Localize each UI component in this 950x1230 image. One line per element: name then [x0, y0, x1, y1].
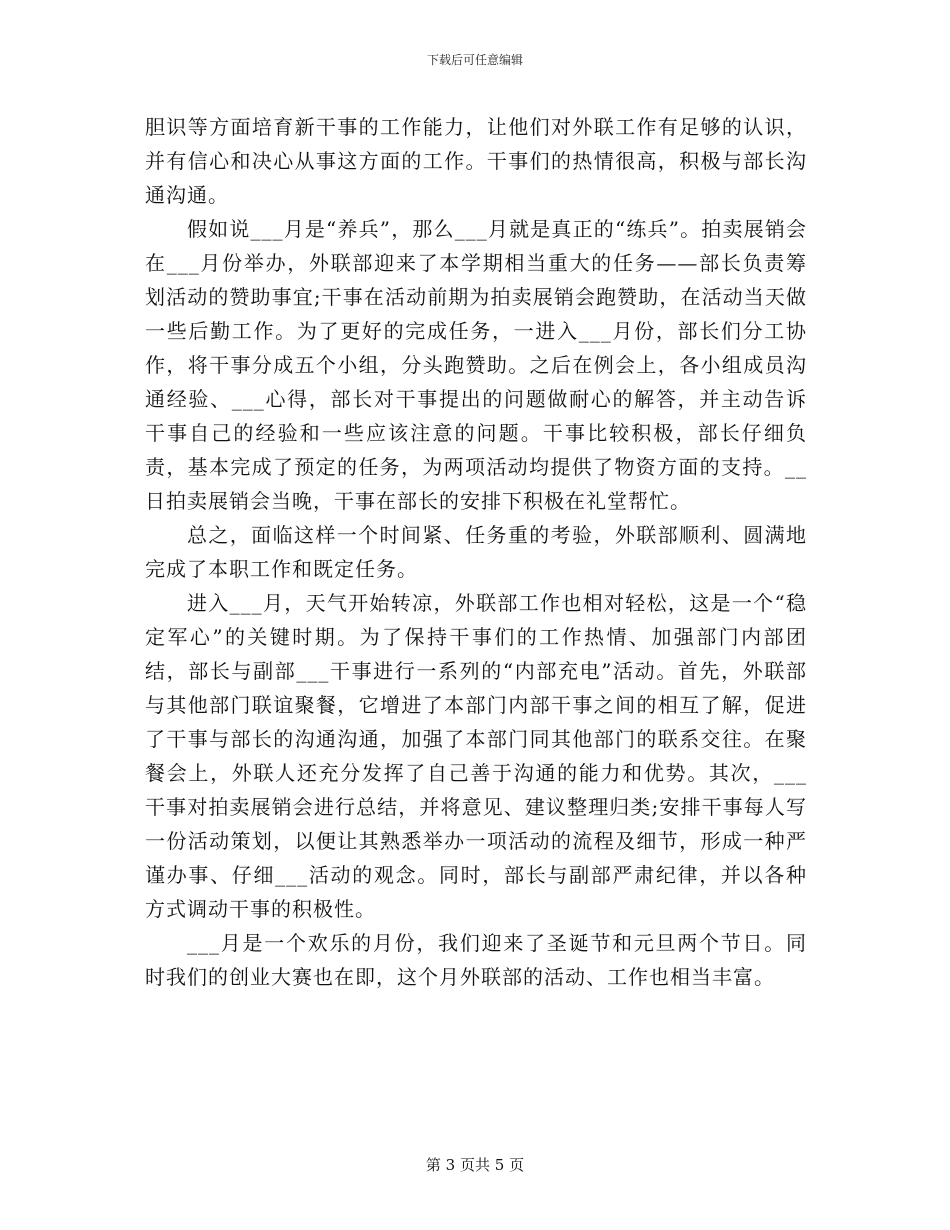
paragraph-continuation: 胆识等方面培育新干事的工作能力，让他们对外联工作有足够的认识，并有信心和决心从事这方面的工作。干事们的热情很高，积极与部长沟通沟通。 [145, 115, 807, 207]
page-header: 下载后可任意编辑 [426, 53, 523, 67]
paragraph-internal-training: 进入___月，天气开始转凉，外联部工作也相对轻松，这是一个“稳定军心”的关键时期。为了保持干事们的工作热情、加强部门内部团结，部长与副部___干事进行一系列的“内部充电”活动。首先，外联部与其他部门联谊聚餐，它增进了本部门内部干事之间的相互了解，促进了干事与部长的沟通沟通，加强了本部门同其他部门的联系交往。在聚餐会上，外联人还充分发挥了自己善于沟通的能力和优势。其次，___干事对拍卖展销会进行总结，并将意见、建议整理归类;安排干事每人写一份活动策划，以便让其熟悉举办一项活动的流程及细节，形成一种严谨办事、仔细___活动的观念。同时，部长与副部严肃纪律，并以各种方式调动干事的积极性。 [145, 591, 807, 921]
paragraph-summary: 总之，面临这样一个时间紧、任务重的考验，外联部顺利、圆满地完成了本职工作和既定任务。 [145, 523, 807, 581]
document-body [145, 110, 807, 994]
paragraph-holidays: ___月是一个欢乐的月份，我们迎来了圣诞节和元旦两个节日。同时我们的创业大赛也在即，这个月外联部的活动、工作也相当丰富。 [145, 931, 807, 989]
page-footer: 第 3 页共 5 页 [425, 1156, 525, 1174]
paragraph-practice: 假如说___月是“养兵”，那么___月就是真正的“练兵”。拍卖展销会在___月份举办，外联部迎来了本学期相当重大的任务——部长负责筹划活动的赞助事宜;干事在活动前期为拍卖展销会跑赞助，在活动当天做一些后勤工作。为了更好的完成任务，一进入___月份，部长们分工协作，将干事分成五个小组，分头跑赞助。之后在例会上，各小组成员沟通经验、___心得，部长对干事提出的问题做耐心的解答，并主动告诉干事自己的经验和一些应该注意的问题。干事比较积极，部长仔细负责，基本完成了预定的任务，为两项活动均提供了物资方面的支持。__日拍卖展销会当晚，干事在部长的安排下积极在礼堂帮忙。 [145, 217, 807, 513]
